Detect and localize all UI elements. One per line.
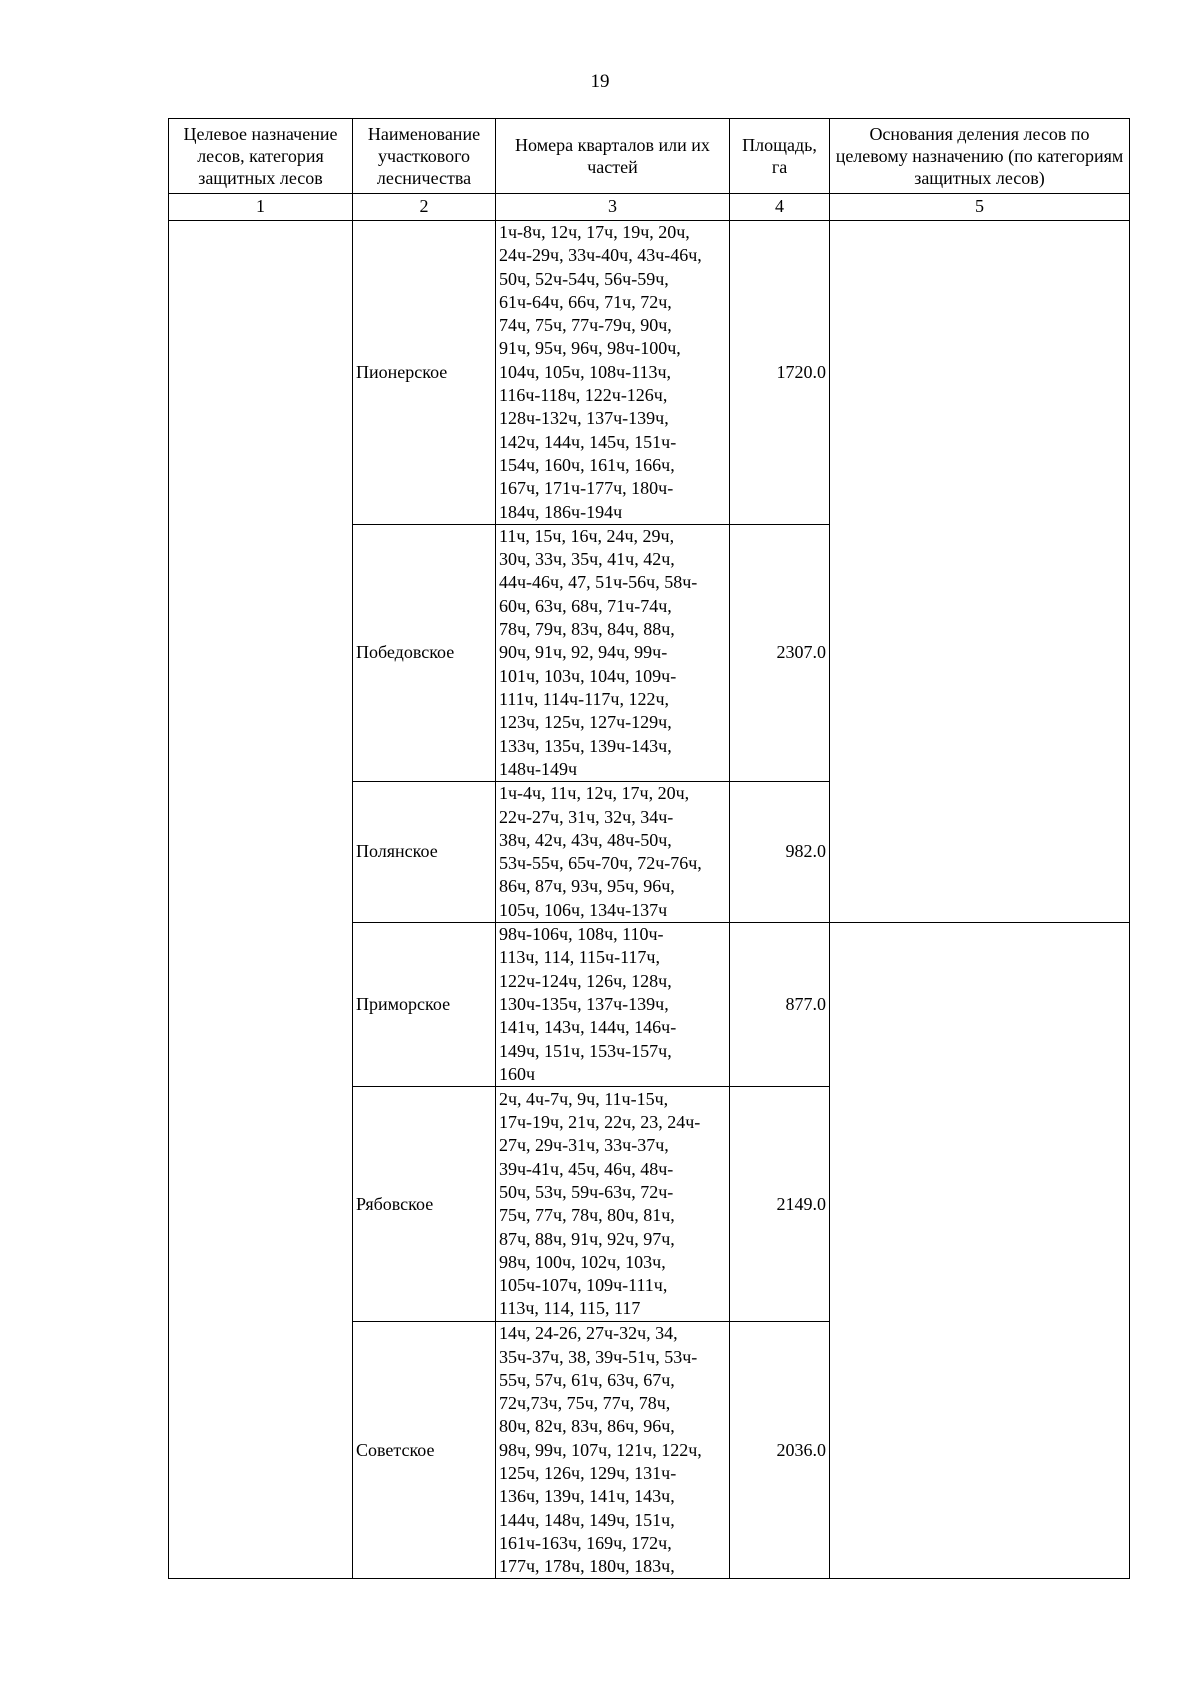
column-number: 3 [496, 194, 730, 221]
quarter-numbers: 14ч, 24-26, 27ч-32ч, 34, 35ч-37ч, 38, 39ч-51ч, 53ч- 55ч, 57ч, 61ч, 63ч, 67ч, 72ч,73ч, 75ч, 77ч, 78ч, 80ч, 82ч, 83ч, 86ч, 96ч, 98ч, 99ч, 107ч, 121ч, 122ч, 125ч, 126ч, 129ч, 131ч- 136ч, 139ч, 141ч, 143ч, 144ч, 148ч, 149ч, 151ч, 161ч-163ч, 169ч, 172ч, 177ч, 178ч, 180ч, 183ч, [496, 1322, 730, 1579]
column-number-row [169, 194, 1130, 221]
forestry-name: Рябовское [353, 1087, 496, 1322]
quarter-numbers: 98ч-106ч, 108ч, 110ч- 113ч, 114, 115ч-117ч, 122ч-124ч, 126ч, 128ч, 130ч-135ч, 137ч-139ч, 141ч, 143ч, 144ч, 146ч- 149ч, 151ч, 153ч-157ч, 160ч [496, 923, 730, 1087]
header-forestry-name: Наименование участкового лесничества [353, 119, 496, 194]
column-number: 1 [169, 194, 353, 221]
column-number: 4 [730, 194, 830, 221]
forestry-name: Приморское [353, 923, 496, 1087]
area-value: 877.0 [730, 923, 830, 1087]
table-row [169, 221, 1130, 525]
division-basis-cell [830, 923, 1130, 1579]
header-area: Площадь, га [730, 119, 830, 194]
column-number: 2 [353, 194, 496, 221]
header-row [169, 119, 1130, 194]
forestry-name: Пионерское [353, 221, 496, 525]
area-value: 2149.0 [730, 1087, 830, 1322]
page-number: 19 [590, 71, 610, 92]
area-value: 982.0 [730, 782, 830, 923]
header-division-basis: Основания деления лесов по целевому назначению (по категориям защитных лесов) [830, 119, 1130, 194]
header-quarter-numbers: Номера кварталов или их частей [496, 119, 730, 194]
area-value: 2307.0 [730, 524, 830, 781]
quarter-numbers: 2ч, 4ч-7ч, 9ч, 11ч-15ч, 17ч-19ч, 21ч, 22ч, 23, 24ч- 27ч, 29ч-31ч, 33ч-37ч, 39ч-41ч, 45ч, 46ч, 48ч- 50ч, 53ч, 59ч-63ч, 72ч- 75ч, 77ч, 78ч, 80ч, 81ч, 87ч, 88ч, 91ч, 92ч, 97ч, 98ч, 100ч, 102ч, 103ч, 105ч-107ч, 109ч-111ч, 113ч, 114, 115, 117 [496, 1087, 730, 1322]
header-purpose: Целевое назначение лесов, категория защитных лесов [169, 119, 353, 194]
purpose-cell [169, 221, 353, 1579]
division-basis-cell [830, 221, 1130, 923]
forestry-name: Победовское [353, 524, 496, 781]
area-value: 2036.0 [730, 1322, 830, 1579]
area-value: 1720.0 [730, 221, 830, 525]
quarter-numbers: 1ч-4ч, 11ч, 12ч, 17ч, 20ч, 22ч-27ч, 31ч, 32ч, 34ч- 38ч, 42ч, 43ч, 48ч-50ч, 53ч-55ч, 65ч-70ч, 72ч-76ч, 86ч, 87ч, 93ч, 95ч, 96ч, 105ч, 106ч, 134ч-137ч [496, 782, 730, 923]
forestry-name: Советское [353, 1322, 496, 1579]
forest-division-table [168, 118, 1130, 1579]
quarter-numbers: 11ч, 15ч, 16ч, 24ч, 29ч, 30ч, 33ч, 35ч, 41ч, 42ч, 44ч-46ч, 47, 51ч-56ч, 58ч- 60ч, 63ч, 68ч, 71ч-74ч, 78ч, 79ч, 83ч, 84ч, 88ч, 90ч, 91ч, 92, 94ч, 99ч- 101ч, 103ч, 104ч, 109ч- 111ч, 114ч-117ч, 122ч, 123ч, 125ч, 127ч-129ч, 133ч, 135ч, 139ч-143ч, 148ч-149ч [496, 524, 730, 781]
column-number: 5 [830, 194, 1130, 221]
forestry-name: Полянское [353, 782, 496, 923]
quarter-numbers: 1ч-8ч, 12ч, 17ч, 19ч, 20ч, 24ч-29ч, 33ч-40ч, 43ч-46ч, 50ч, 52ч-54ч, 56ч-59ч, 61ч-64ч, 66ч, 71ч, 72ч, 74ч, 75ч, 77ч-79ч, 90ч, 91ч, 95ч, 96ч, 98ч-100ч, 104ч, 105ч, 108ч-113ч, 116ч-118ч, 122ч-126ч, 128ч-132ч, 137ч-139ч, 142ч, 144ч, 145ч, 151ч- 154ч, 160ч, 161ч, 166ч, 167ч, 171ч-177ч, 180ч- 184ч, 186ч-194ч [496, 221, 730, 525]
